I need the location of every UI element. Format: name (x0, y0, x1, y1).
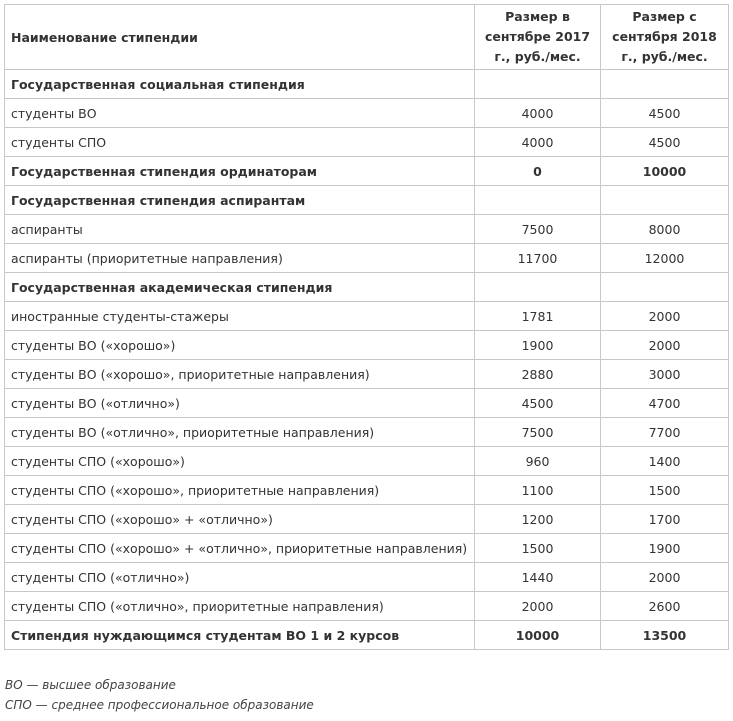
table-row (5, 360, 729, 389)
table-row (5, 99, 729, 128)
cell-2017: 0 (475, 157, 601, 186)
cell-2018: 1500 (601, 476, 729, 505)
cell-2018: 4700 (601, 389, 729, 418)
cell-name: Государственная стипендия аспирантам (5, 186, 475, 215)
table-row (5, 273, 729, 302)
header-name: Наименование стипендии (5, 5, 475, 70)
cell-2017: 11700 (475, 244, 601, 273)
cell-2018: 12000 (601, 244, 729, 273)
table-row (5, 592, 729, 621)
scholarship-table (4, 4, 729, 650)
cell-name: иностранные студенты-стажеры (5, 302, 475, 331)
cell-2017: 7500 (475, 418, 601, 447)
table-body (5, 70, 729, 650)
cell-name: Государственная стипендия ординаторам (5, 157, 475, 186)
cell-2017: 960 (475, 447, 601, 476)
cell-2018: 2000 (601, 331, 729, 360)
cell-name: студенты СПО («хорошо» + «отлично», приоритетные направления) (5, 534, 475, 563)
table-row (5, 505, 729, 534)
cell-name: студенты СПО («хорошо») (5, 447, 475, 476)
cell-2017 (475, 186, 601, 215)
cell-name: студенты СПО («отлично», приоритетные направления) (5, 592, 475, 621)
cell-2018 (601, 70, 729, 99)
cell-2018: 1900 (601, 534, 729, 563)
cell-2018: 10000 (601, 157, 729, 186)
cell-name: аспиранты (приоритетные направления) (5, 244, 475, 273)
table-row (5, 389, 729, 418)
cell-name: студенты СПО (5, 128, 475, 157)
cell-name: студенты ВО («отлично») (5, 389, 475, 418)
cell-name: студенты ВО («отлично», приоритетные направления) (5, 418, 475, 447)
footnote-vo: ВО — высшее образование (5, 678, 176, 692)
cell-2018: 2000 (601, 563, 729, 592)
cell-2018: 8000 (601, 215, 729, 244)
cell-name: студенты СПО («хорошо» + «отлично») (5, 505, 475, 534)
cell-2018: 1400 (601, 447, 729, 476)
table-row (5, 447, 729, 476)
cell-2017: 7500 (475, 215, 601, 244)
table-row (5, 476, 729, 505)
cell-2018 (601, 273, 729, 302)
table-row (5, 128, 729, 157)
cell-2018: 2600 (601, 592, 729, 621)
cell-2018: 7700 (601, 418, 729, 447)
cell-2018: 4500 (601, 99, 729, 128)
cell-2018: 1700 (601, 505, 729, 534)
cell-name: студенты ВО («хорошо») (5, 331, 475, 360)
cell-2017: 4000 (475, 128, 601, 157)
cell-name: студенты ВО (5, 99, 475, 128)
header-2018: Размер с сентября 2018 г., руб./мес. (601, 5, 729, 70)
footnotes (5, 675, 314, 715)
cell-name: Стипендия нуждающимся студентам ВО 1 и 2 курсов (5, 621, 475, 650)
cell-name: Государственная академическая стипендия (5, 273, 475, 302)
cell-2018: 13500 (601, 621, 729, 650)
cell-name: студенты ВО («хорошо», приоритетные направления) (5, 360, 475, 389)
table-row (5, 302, 729, 331)
cell-2018: 4500 (601, 128, 729, 157)
cell-2017: 4000 (475, 99, 601, 128)
table-row (5, 244, 729, 273)
cell-2017 (475, 273, 601, 302)
cell-2017: 1500 (475, 534, 601, 563)
cell-2018 (601, 186, 729, 215)
cell-2017: 1781 (475, 302, 601, 331)
table-header-row (5, 5, 729, 70)
cell-2018: 3000 (601, 360, 729, 389)
cell-2017: 1100 (475, 476, 601, 505)
header-2017: Размер в сентябре 2017 г., руб./мес. (475, 5, 601, 70)
cell-2018: 2000 (601, 302, 729, 331)
cell-2017: 2000 (475, 592, 601, 621)
cell-name: Государственная социальная стипендия (5, 70, 475, 99)
cell-name: аспиранты (5, 215, 475, 244)
cell-2017: 1900 (475, 331, 601, 360)
table-row (5, 186, 729, 215)
footnote-spo: СПО — среднее профессиональное образование (5, 698, 314, 712)
cell-2017: 1440 (475, 563, 601, 592)
table-row (5, 621, 729, 650)
cell-2017: 10000 (475, 621, 601, 650)
table-row (5, 70, 729, 99)
cell-2017 (475, 70, 601, 99)
table-row (5, 215, 729, 244)
table-row (5, 157, 729, 186)
table-row (5, 563, 729, 592)
table-row (5, 331, 729, 360)
table-row (5, 418, 729, 447)
cell-2017: 4500 (475, 389, 601, 418)
scholarship-table-container (4, 4, 729, 650)
cell-2017: 2880 (475, 360, 601, 389)
cell-2017: 1200 (475, 505, 601, 534)
table-row (5, 534, 729, 563)
cell-name: студенты СПО («хорошо», приоритетные направления) (5, 476, 475, 505)
cell-name: студенты СПО («отлично») (5, 563, 475, 592)
